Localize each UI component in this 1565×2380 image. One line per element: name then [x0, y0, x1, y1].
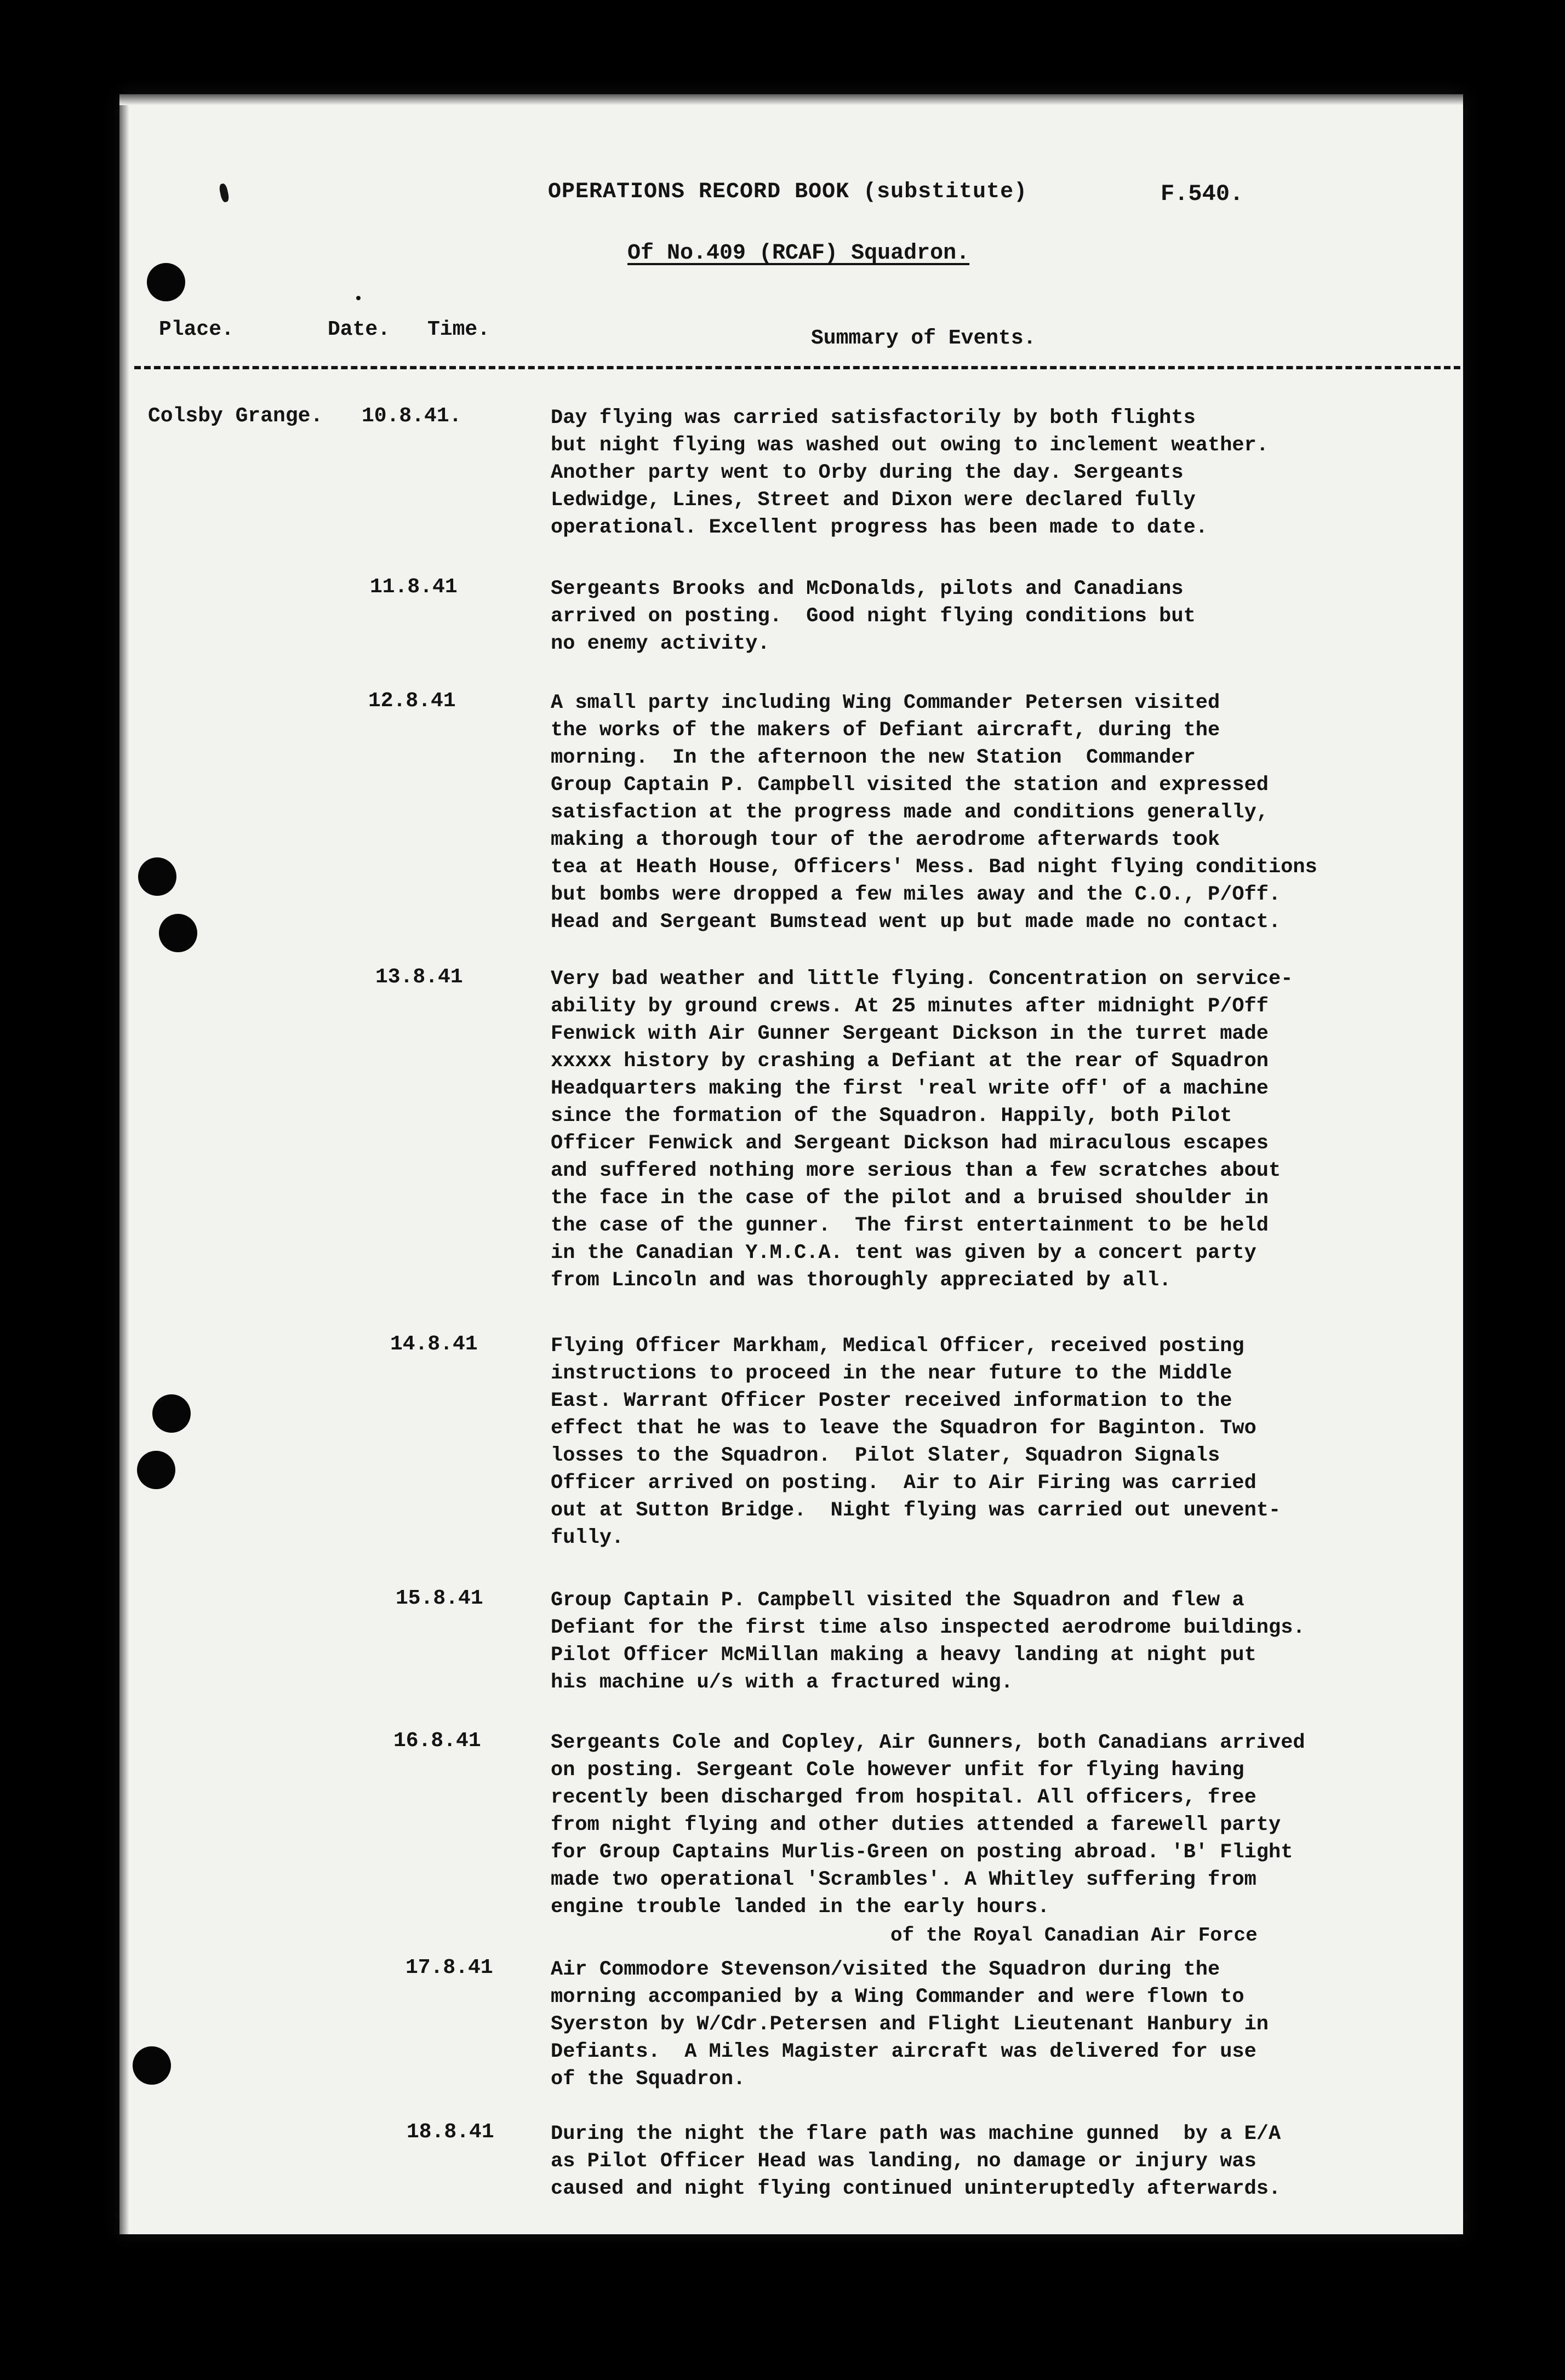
entry-summary: Very bad weather and little flying. Concentration on service- ability by ground crews. At 25 minutes after midnight P/Off Fenwick with Air Gunner Sergeant Dickson in the turret made xxxxx history by crashing a Defiant at the rear of Squadron Headquarters making the first 'real write off' of a machine since the formation of the Squadron. Happily, both Pilot Officer Fenwick and Sergeant Dickson had miraculous escapes and suffered nothing more serious than a few scratches about the face in the case of the pilot and a bruised shoulder in the case of the gunner. The first entertainment to be held in the Canadian Y.M.C.A. tent was given by a concert party from Lincoln and was thoroughly appreciated by all.: [551, 968, 1293, 1292]
entry-summary: Sergeants Cole and Copley, Air Gunners, both Canadians arrived on posting. Sergeant Cole however unfit for flying having recently been discharged from hospital. All officers, free from night flying and other duties attended a farewell party for Group Captains Murlis-Green on posting abroad. 'B' Flight made two operational 'Scrambles'. A Whitley suffering from engine trouble landed in the early hours.: [551, 1731, 1305, 1919]
header-divider: [134, 366, 1460, 369]
column-header-time: Time.: [427, 318, 490, 341]
paper-shadow-top: [119, 94, 1463, 105]
column-header-summary: Summary of Events.: [811, 327, 1036, 350]
entry-summary: Air Commodore Stevenson/visited the Squadron during the morning accompanied by a Wing Commander and were flown to Syerston by W/Cdr.Petersen and Flight Lieutenant Hanbury in Defiants. A Miles Magister aircraft was delivered for use of the Squadron.: [551, 1958, 1269, 2091]
entry-date: 16.8.41: [393, 1729, 481, 1753]
entry-summary: Group Captain P. Campbell visited the Squadron and flew a Defiant for the first time also inspected aerodrome buildings. Pilot Officer McMillan making a heavy landing at night put his machine u/s with a fractured wing.: [551, 1589, 1305, 1694]
paper-shadow-left: [119, 94, 129, 2234]
entry-date: 12.8.41: [368, 689, 456, 713]
ink-dot: [356, 296, 361, 300]
handwritten-insertion: of the Royal Canadian Air Force: [890, 1924, 1258, 1947]
unit-heading: Of No.409 (RCAF) Squadron.: [627, 241, 970, 266]
punch-hole-3: [159, 914, 197, 952]
entry-date: 17.8.41: [405, 1956, 493, 1979]
entry-summary: During the night the flare path was machine gunned by a E/A as Pilot Officer Head was landing, no damage or injury was caused and night flying continued uninteruptedly afterwards.: [551, 2122, 1281, 2200]
entry-date: 14.8.41: [390, 1332, 478, 1356]
form-number: F.540.: [1161, 181, 1244, 207]
entry-date: 10.8.41.: [362, 404, 462, 428]
entry-date: 13.8.41: [375, 965, 463, 989]
entry-summary: Day flying was carried satisfactorily by both flights but night flying was washed out owing to inclement weather. Another party went to Orby during the day. Sergeants Ledwidge, Lines, Street and Dixon were declared fully operational. Excellent progress has been made to date.: [551, 407, 1269, 539]
column-header-place: Place.: [159, 318, 234, 341]
column-header-date: Date.: [328, 318, 391, 341]
punch-hole-1: [147, 263, 185, 301]
punch-hole-2: [138, 857, 176, 896]
entry-summary: A small party including Wing Commander Petersen visited the works of the makers of Defiant aircraft, during the morning. In the afternoon the new Station Commander Group Captain P. Campbell visited the station and expressed satisfaction at the progress made and conditions generally, making a thorough tour of the aerodrome afterwards took tea at Heath House, Officers' Mess. Bad night flying conditions but bombs were dropped a few miles away and the C.O., P/Off. Head and Sergeant Bumstead went up but made made no contact.: [551, 691, 1317, 934]
punch-hole-6: [133, 2046, 171, 2085]
entry-date: 11.8.41: [370, 575, 458, 599]
punch-hole-4: [152, 1394, 191, 1433]
entry-summary: Sergeants Brooks and McDonalds, pilots and Canadians arrived on posting. Good night flying conditions but no enemy activity.: [551, 577, 1196, 655]
entry-place: Colsby Grange.: [148, 404, 323, 428]
punch-hole-5: [137, 1451, 175, 1489]
entry-summary: Flying Officer Markham, Medical Officer, received posting instructions to proceed in the near future to the Middle East. Warrant Officer Poster received information to the effect that he was to leave the Squadron for Baginton. Two losses to the Squadron. Pilot Slater, Squadron Signals Officer arrived on posting. Air to Air Firing was carried out at Sutton Bridge. Night flying was carried out unevent- fully.: [551, 1335, 1281, 1549]
entry-date: 15.8.41: [396, 1587, 483, 1610]
page-title: OPERATIONS RECORD BOOK (substitute): [548, 180, 1028, 204]
entry-date: 18.8.41: [407, 2120, 494, 2144]
